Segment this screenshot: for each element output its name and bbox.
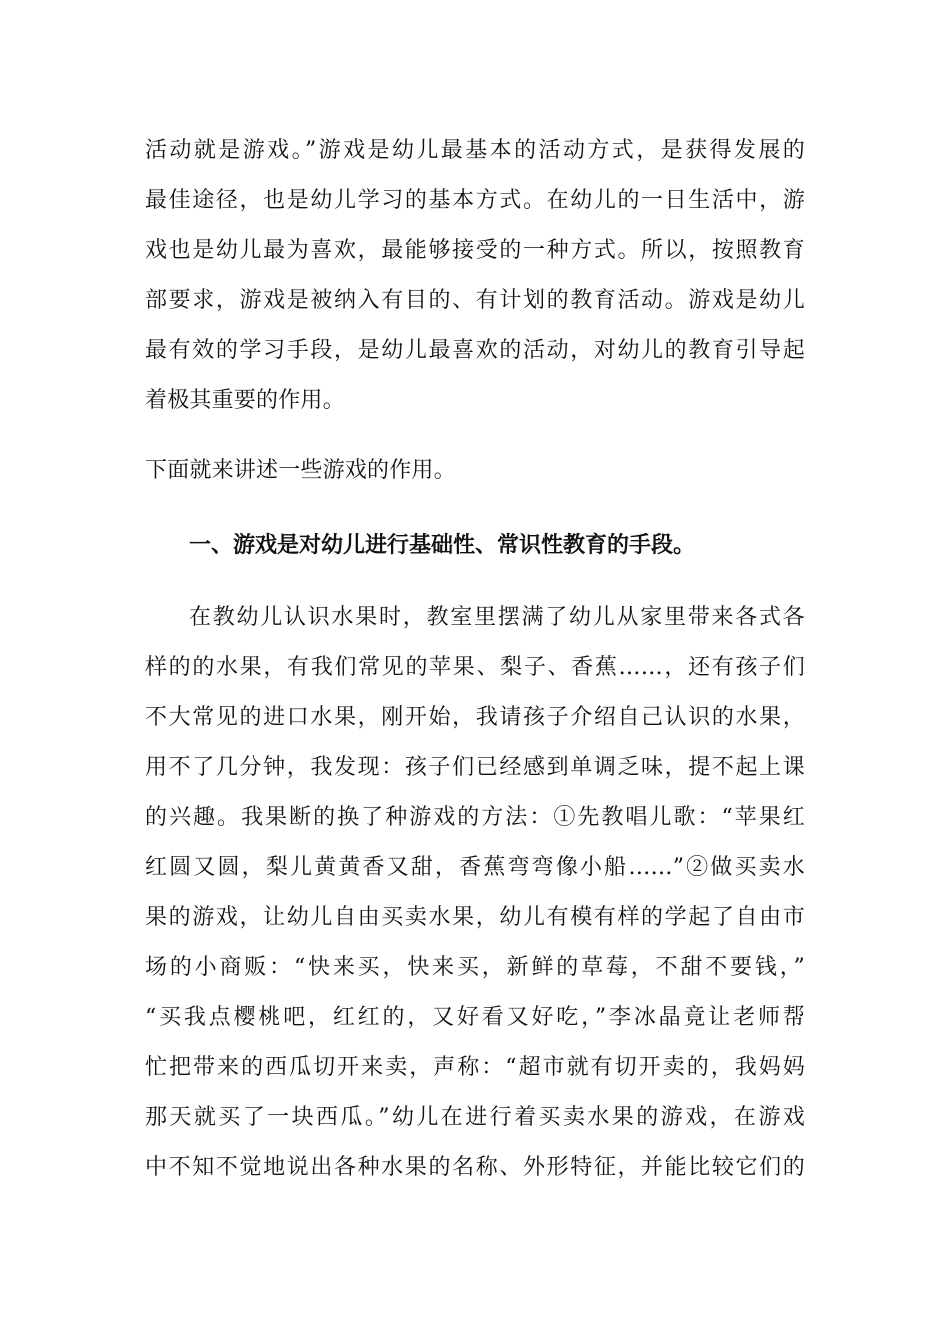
paragraph-3-line-2: 样的的水果，有我们常见的苹果、梨子、香蕉……，还有孩子们 [145,655,805,680]
paragraph-1-line-3: 戏也是幼儿最为喜欢，最能够接受的一种方式。所以，按照教育 [145,238,805,263]
paragraph-3-line-10: 忙把带来的西瓜切开来卖，声称：“超市就有切开卖的，我妈妈 [145,1055,805,1080]
paragraph-1-line-4: 部要求，游戏是被纳入有目的、有计划的教育活动。游戏是幼儿 [145,288,805,313]
paragraph-1-line-5: 最有效的学习手段，是幼儿最喜欢的活动，对幼儿的教育引导起 [145,338,805,363]
paragraph-3-line-12: 中不知不觉地说出各种水果的名称、外形特征，并能比较它们的 [145,1155,805,1180]
paragraph-2: 下面就来讲述一些游戏的作用。 [145,458,456,483]
section-heading-1: 一、游戏是对幼儿进行基础性、常识性教育的手段。 [189,532,696,558]
paragraph-1-line-6: 着极其重要的作用。 [145,388,345,413]
paragraph-3-line-11: 那天就买了一块西瓜。”幼儿在进行着买卖水果的游戏，在游戏 [145,1105,805,1130]
paragraph-3-line-7: 果的游戏，让幼儿自由买卖水果，幼儿有模有样的学起了自由市 [145,905,805,930]
paragraph-1-line-1: 活动就是游戏。”游戏是幼儿最基本的活动方式，是获得发展的 [145,138,805,163]
paragraph-3-line-9: “买我点樱桃吧，红红的，又好看又好吃，”李冰晶竟让老师帮 [145,1005,805,1030]
paragraph-3-line-3: 不大常见的进口水果，刚开始，我请孩子介绍自己认识的水果， [145,705,805,730]
paragraph-3-line-6: 红圆又圆，梨儿黄黄香又甜，香蕉弯弯像小船……”②做买卖水 [145,855,805,880]
paragraph-1-line-2: 最佳途径，也是幼儿学习的基本方式。在幼儿的一日生活中，游 [145,188,805,213]
paragraph-3-line-1: 在教幼儿认识水果时，教室里摆满了幼儿从家里带来各式各 [189,605,805,630]
paragraph-3-line-4: 用不了几分钟，我发现：孩子们已经感到单调乏味，提不起上课 [145,755,805,780]
paragraph-3-line-5: 的兴趣。我果断的换了种游戏的方法：①先教唱儿歌：“苹果红 [145,805,805,830]
paragraph-3-line-8: 场的小商贩：“快来买，快来买，新鲜的草莓，不甜不要钱，” [145,955,805,980]
